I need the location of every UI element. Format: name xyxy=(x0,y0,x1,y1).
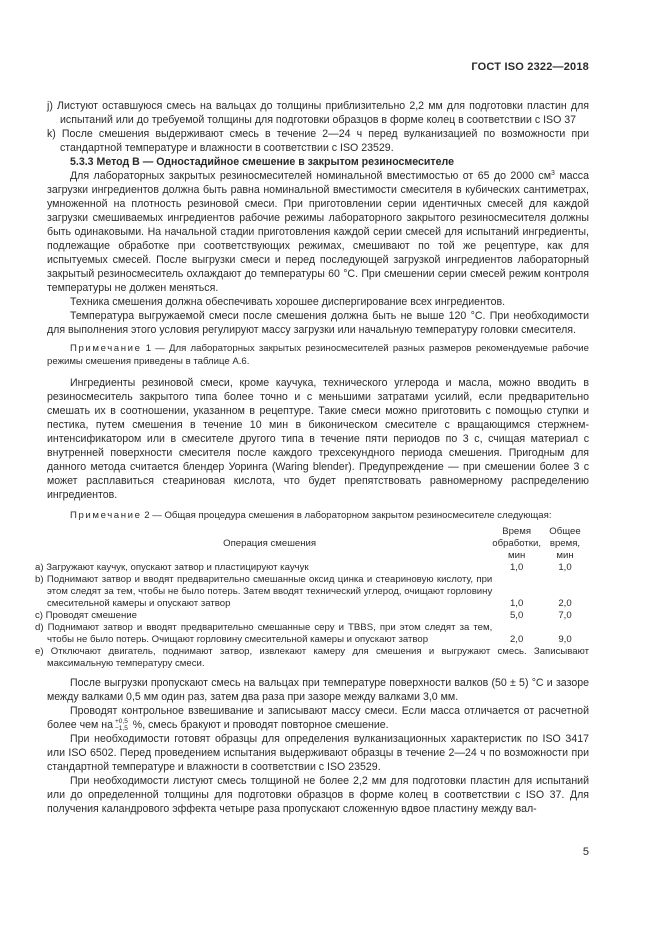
section-heading: 5.3.3 Метод В — Одностадийное смешение в закрытом резиносмесителе xyxy=(70,156,454,168)
list-item-j: j) Листуют оставшуюся смесь на вальцах до толщины приблизительно 2,2 мм для подготовки пластин для испытаний или до требуемой толщины для подготовки образцов в форме колец в соответствии с ISO 37 xyxy=(47,100,589,126)
document-body xyxy=(35,99,589,816)
table-row: е) Отключают двигатель, поднимают затвор, извлекают камеру для смешения и выгружают смесь. Записывают максимальную температуру смеси. xyxy=(35,645,589,669)
paragraph-temperature: Температура выгружаемой смеси после смешения должна быть не выше 120 °С. При необходимости для выполнения этого условия регулируют массу загрузки или начальную температуру головки смесителя. xyxy=(47,310,589,336)
table-header-total: Общее время, мин xyxy=(549,525,581,561)
paragraph-vulcanization: При необходимости готовят образцы для определения вулканизационных характеристик по ISO 3417 или ISO 6502. Перед проведением испытания выдерживают образцы в течение 2—24 ч по возможности при стандартной температуре и влажности в соответствии с ISO 23529. xyxy=(47,732,589,773)
table-header-time: Время обработки, мин xyxy=(492,525,542,561)
document-header: ГОСТ ISO 2322—2018 xyxy=(471,61,589,73)
table-row: а) Загружают каучук, опускают затвор и пластицируют каучук 1,0 1,0 xyxy=(35,561,572,573)
list-item-k: k) После смешения выдерживают смесь в течение 2—24 ч перед вулканизацией по возможности при стандартной температуре и влажности в соответствии с ISO 23529. xyxy=(47,128,589,154)
page-number: 5 xyxy=(582,846,589,858)
paragraph-ingredients: Ингредиенты резиновой смеси, кроме каучука, технического углерода и масла, можно вводить в резиносмеситель закрытого типа более точно и с меньшими затратами усилий, если предварительно смешать их в соотношении, указанном в рецептуре. Такие смеси можно приготовить с помощью ступки и пестика, путем смешения в течение 10 мин в биконическом смесителе с вращающимся стержнем-интенсификатором или в смесителе другого типа в течение пяти периодов по 3 с, счищая материал с внутренней поверхности смесителя после каждого трехсекундного периода смешения. Пригодным для данного метода считается блендер Уоринга (Waring blender). Предупреждение — при смешении более 3 с может расплавиться стеариновая кислота, что будет препятствовать равномерному распределению ингредиентов. xyxy=(47,377,589,501)
table-row: d) Поднимают затвор и вводят предварительно смешанные серу и TBBS, при этом следят за тем, чтобы не было потерь. Очищают горловину смесительной камеры и опускают затвор 2,0 9,0 xyxy=(35,621,572,645)
table-row: b) Поднимают затвор и вводят предварительно смешанные оксид цинка и стеариновую кислоту, при этом следят за тем, чтобы не было потерь. Затем вводят технический углерод, очищают горловину смесительной камеры и опускают затвор 1,0 2,0 xyxy=(35,573,572,609)
paragraph-weighing: Проводят контрольное взвешивание и записывают массу смеси. Если масса отличается от расчетной более чем на +0,5 −1,5 %, смесь бракуют и проводят повторное смешение. xyxy=(47,704,589,732)
note-2: Примечание 2 — Общая процедура смешения в лабораторном закрытом резиносмесителе следующая: xyxy=(70,510,552,521)
paragraph-sheeting: При необходимости листуют смесь толщиной не более 2,2 мм для подготовки пластин для испытаний или до определенной толщины для подготовки образцов в форме колец в соответствии с ISO 37. Для получения каландрового эффекта четыре раза пропускают сложенную вдвое пластину между вал- xyxy=(47,774,589,815)
note-1: Примечание 1 — Для лабораторных закрытых резиносмесителей разных размеров рекомендуемые рабочие режимы смешения приведены в таблице А.6. xyxy=(47,343,589,367)
mixing-procedure-table xyxy=(35,525,589,670)
paragraph-capacity: Для лабораторных закрытых резиносмесителей номинальной вместимостью от 65 до 2000 $см^3$ масса загрузки ингредиентов должна быть равна номинальной вместимости смесителя в кубических сантиметрах, умноженной на плотность резиновой смеси. При приготовлении серии идентичных смесей для каждой загрузки смешиваемых ингредиентов рабочие режимы лабораторного закрытого резиносмесителя должны быть одинаковыми. На начальной стадии приготовления каждой серии смесей для испытаний ингредиенты, подлежащие обработке при соответствующих режимах, смешивают по той же рецептуре, как для испытуемых смесей. После выгрузки смеси и перед последующей загрузкой ингредиентов лабораторный закрытый резиносмеситель охлаждают до температуры 60 °С. При смешении серии смесей режим контроля температуры не должен меняться. xyxy=(47,170,589,294)
table-row: c) Проводят смешение 5,0 7,0 xyxy=(35,609,572,621)
tolerance-fraction: +0,5 −1,5 xyxy=(115,717,128,732)
paragraph-technique: Техника смешения должна обеспечивать хорошее диспергирование всех ингредиентов. xyxy=(70,296,506,308)
table-header-operation: Операция смешения xyxy=(223,537,317,549)
paragraph-milling: После выгрузки пропускают смесь на вальцах при температуре поверхности валков (50 ± 5) °С и зазоре между валками 0,5 мм один раз, затем два раза при зазоре между валками 3,0 мм. xyxy=(47,676,589,703)
